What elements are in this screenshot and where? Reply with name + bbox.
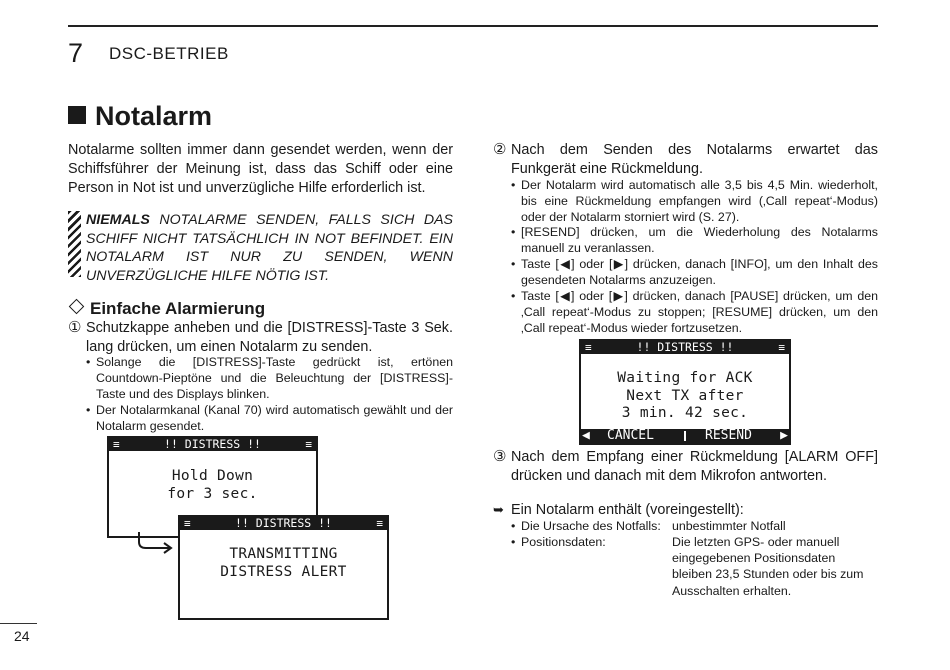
lcd-title-bar xyxy=(180,517,387,530)
menu-icon: ≡ xyxy=(778,341,785,354)
lcd-line: TRANSMITTING xyxy=(229,546,338,562)
step-text: Nach dem Empfang einer Rückmeldung [ALARM OFF] drücken und danach mit dem Mikrofon antworten. xyxy=(511,449,878,484)
section-title-text: Notalarm xyxy=(95,101,213,131)
warning-lead: NIEMALS xyxy=(86,212,150,228)
warning-text xyxy=(86,211,453,285)
step-text: Nach dem Senden des Notalarms erwartet das Funkgerät eine Rückmeldung. xyxy=(511,142,878,177)
intro-paragraph: Notalarme sollten immer dann gesendet werden, wenn der Schiffsführer der Meinung ist, dass das Schiff oder eine Person in Not ist und unverzügliche Hilfe erforderlich ist. xyxy=(68,142,453,196)
lcd-title-bar xyxy=(581,341,789,354)
menu-icon: ≡ xyxy=(585,341,592,354)
page-number-rule xyxy=(0,623,37,624)
bullet-text: Solange die [DISTRESS]-Taste gedrückt ist, ertönen Countdown-Pieptöne und die Beleuchtung der [DISTRESS]-Taste und des Displays blinken. xyxy=(96,355,453,402)
lcd-title: !! DISTRESS !! xyxy=(164,437,261,451)
step-number: ③ xyxy=(493,448,507,465)
step-text: Schutzkappe anheben und die [DISTRESS]-Taste 3 Sek. lang drücken, um einen Notalarm zu senden. xyxy=(86,320,453,355)
page-number: 24 xyxy=(14,628,30,644)
bullet-text: Der Notalarmkanal (Kanal 70) wird automatisch gewählt und der Notalarm gesendet. xyxy=(96,403,453,434)
note-text: Ein Notalarm enthält (voreingestellt): xyxy=(511,502,744,518)
right-arrow-icon: ▶ xyxy=(780,428,788,443)
lcd-line: Next TX after xyxy=(626,387,744,404)
step-1 xyxy=(68,319,453,356)
softkey-divider xyxy=(684,431,686,441)
lcd-screen-transmitting xyxy=(178,515,389,620)
menu-icon: ≡ xyxy=(113,438,120,451)
square-bullet-icon xyxy=(68,106,86,124)
resend-softkey[interactable]: RESEND xyxy=(705,428,752,443)
lcd-line: Hold Down xyxy=(171,468,254,484)
lcd-screen-waiting-ack xyxy=(579,339,791,445)
subsection-title-text: Einfache Alarmierung xyxy=(90,299,266,318)
chapter-number: 7 xyxy=(68,38,84,68)
menu-icon: ≡ xyxy=(376,517,383,530)
top-rule xyxy=(68,25,878,27)
bullet-text: Der Notalarm wird automatisch alle 3,5 bis 4,5 Min. wiederholt, bis eine Rückmeldung empfangen wird (‚Call repeat‘-Modus) oder der Notalarm storniert wird (S. 27). xyxy=(521,178,878,225)
lcd-line: DISTRESS ALERT xyxy=(220,563,347,580)
bullet-text: Taste [◀] oder [▶] drücken, danach [INFO], um den Inhalt des gesendeten Notalarms anzuzeigen. xyxy=(521,257,878,288)
section-title xyxy=(68,100,212,132)
lcd-line: 3 min. 42 sec. xyxy=(621,405,749,421)
step-2 xyxy=(493,141,878,178)
step-1-bullet: • Der Notalarmkanal (Kanal 70) wird automatisch gewählt und der Notalarm gesendet. xyxy=(86,403,453,434)
step-2-bullet: • [RESEND] drücken, um die Wiederholung des Notalarms manuell zu veranlassen. xyxy=(511,225,878,256)
step-1-bullet: • Solange die [DISTRESS]-Taste gedrückt ist, ertönen Countdown-Pieptöne und die Beleuchtung der [DISTRESS]-Taste und des Displays blinken. xyxy=(86,355,453,402)
menu-icon: ≡ xyxy=(305,438,312,451)
warning-body: NOTALARME SENDEN, FALLS SICH DAS SCHIFF NICHT TATSÄCHLICH IN NOT BEFINDET. EIN NOTALARM IST NUR ZU SENDEN, WENN UNVERZÜGLICHE HILFE NÖTIG IST. xyxy=(86,212,453,284)
step-2-bullet: • Taste [◀] oder [▶] drücken, danach [PAUSE] drücken, um den ‚Call repeat‘-Modus zu stoppen; [RESUME] drücken, um den ‚Call repeat‘-Modus wieder fortzusetzen. xyxy=(511,289,878,336)
lcd-title-bar xyxy=(109,438,316,451)
step-3 xyxy=(493,448,878,485)
lcd-softkey-bar xyxy=(581,429,789,443)
diamond-icon xyxy=(69,299,85,315)
step-number: ① xyxy=(68,319,82,336)
bullet-text: [RESEND] drücken, um die Wiederholung des Notalarms manuell zu veranlassen. xyxy=(521,225,878,256)
step-2-bullet: • Der Notalarm wird automatisch alle 3,5 bis 4,5 Min. wiederholt, bis eine Rückmeldung empfangen wird (‚Call repeat‘-Modus) oder der Notalarm storniert wird (S. 27). xyxy=(511,178,878,225)
note-value: unbestimmter Notfall xyxy=(672,519,786,533)
menu-icon: ≡ xyxy=(184,517,191,530)
note-value: Die letzten GPS- oder manuell eingegebenen Positionsdaten bleiben 23,5 Stunden oder bis zum Ausschalten erhalten. xyxy=(672,535,864,598)
note-label: Die Ursache des Notfalls: xyxy=(521,519,661,533)
note-arrow-icon: ➥ xyxy=(493,502,504,517)
lcd-line: for 3 sec. xyxy=(167,485,258,502)
lcd-title: !! DISTRESS !! xyxy=(636,340,734,354)
lcd-line: Waiting for ACK xyxy=(617,370,753,386)
lcd-title: !! DISTRESS !! xyxy=(235,516,332,530)
left-arrow-icon: ◀ xyxy=(582,428,590,443)
cancel-softkey[interactable]: CANCEL xyxy=(607,428,654,443)
subsection-title xyxy=(68,299,265,319)
note-row-label: • Die Ursache des Notfalls: xyxy=(511,518,671,534)
step-2-bullet: • Taste [◀] oder [▶] drücken, danach [INFO], um den Inhalt des gesendeten Notalarms anzuzeigen. xyxy=(511,257,878,288)
note-label: Positionsdaten: xyxy=(521,535,606,549)
note-row-label: • Positionsdaten: xyxy=(511,534,671,550)
warning-hatch-icon xyxy=(68,211,81,277)
chapter-title: DSC-BETRIEB xyxy=(109,44,229,63)
step-number: ② xyxy=(493,141,507,158)
bullet-text: Taste [◀] oder [▶] drücken, danach [PAUSE] drücken, um den ‚Call repeat‘-Modus zu stoppen; [RESUME] drücken, um den ‚Call repeat‘-Modus wieder fortzusetzen. xyxy=(521,289,878,336)
note xyxy=(493,501,878,520)
flow-arrow-icon xyxy=(130,530,180,556)
